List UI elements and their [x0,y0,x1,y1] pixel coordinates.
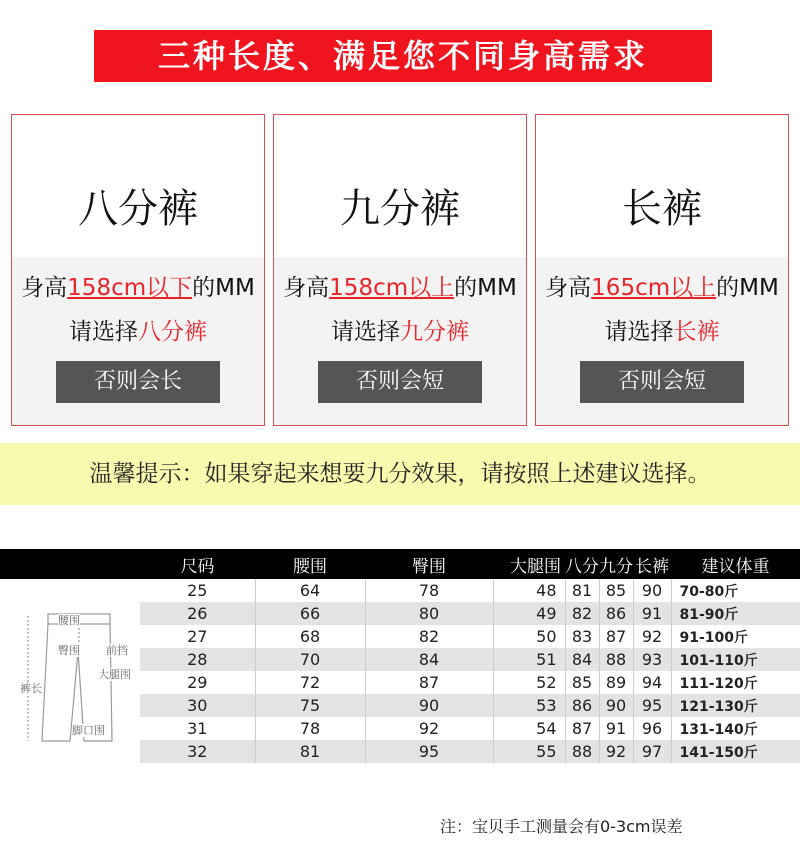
measurement-note: 注：宝贝手工测量会有0-3cm误差 [440,817,683,836]
table-cell-full: 97 [633,740,671,763]
diagram-label-length: 裤长 [20,682,42,695]
table-cell-thigh: 49 [493,602,565,625]
table-cell-ninth: 88 [599,648,633,671]
table-cell-size: 28 [140,648,255,671]
table-cell-ninth: 92 [599,740,633,763]
choose-line [12,313,264,346]
table-cell-size: 27 [140,625,255,648]
diagram-label-hem: 脚口围 [72,724,105,737]
header-hip: 臀围 [365,549,493,579]
warning-badge: 否则会短 [318,361,482,403]
card-info-band [536,257,788,425]
warning-badge: 否则会短 [580,361,744,403]
height-prefix: 身高 [283,275,330,301]
tip-bar [0,443,800,505]
card-title: 长裤 [622,186,702,232]
table-cell-full: 93 [633,648,671,671]
header-full: 长裤 [633,549,671,579]
table-cell-full: 94 [633,671,671,694]
table-cell-size: 26 [140,602,255,625]
diagram-label-waist: 腰围 [58,614,80,627]
header-weight: 建议体重 [671,549,800,579]
table-cell-weight: 91-100斤 [679,629,749,646]
table-cell-size: 29 [140,671,255,694]
table-cell-waist: 75 [255,694,365,717]
table-cell-waist: 64 [255,579,365,602]
card-info-band [274,257,526,425]
table-cell-ninth: 85 [599,579,633,602]
table-cell-size: 25 [140,579,255,602]
table-cell-ninth: 89 [599,671,633,694]
table-cell-full: 90 [633,579,671,602]
table-cell-hip: 90 [365,694,493,717]
table-cell-ninth: 87 [599,625,633,648]
table-cell-eighth: 83 [565,625,599,648]
table-cell-waist: 72 [255,671,365,694]
table-cell-ninth: 86 [599,602,633,625]
table-cell-weight: 141-150斤 [671,740,800,763]
table-cell-weight: 131-140斤 [679,721,758,738]
table-cell-eighth: 86 [565,694,599,717]
height-line [536,269,788,302]
table-cell-eighth: 84 [565,648,599,671]
table-cell-thigh: 50 [493,625,565,648]
header-blank [0,549,140,579]
table-cell-full: 92 [633,625,671,648]
table-cell-weight: 70-80斤 [679,583,739,600]
table-cell-thigh: 53 [493,694,565,717]
choose-line [274,313,526,346]
card-eighth-length [11,114,265,426]
choose-prefix: 请选择 [69,319,138,345]
table-cell-weight: 101-110斤 [671,648,800,671]
table-cell-thigh: 55 [493,740,565,763]
table-cell-waist: 66 [255,602,365,625]
table-cell-hip: 95 [365,740,493,763]
table-cell-waist: 78 [255,717,365,740]
table-cell-size: 30 [140,694,255,717]
height-prefix: 身高 [21,275,68,301]
table-cell-eighth: 88 [565,740,599,763]
header-thigh: 大腿围 [493,549,565,579]
table-cell-blank [0,579,140,602]
table-cell-thigh: 51 [493,648,565,671]
header-size: 尺码 [140,549,255,579]
diagram-label-front-rise: 前挡 [106,644,128,657]
card-full-length [535,114,789,426]
height-value: 158cm以下 [67,275,193,301]
table-cell-size: 32 [140,740,255,763]
table-cell-waist: 70 [255,648,365,671]
table-cell-hip: 82 [365,625,493,648]
pants-diagram [18,606,138,766]
height-suffix: 的MM [454,275,517,301]
height-suffix: 的MM [716,275,779,301]
table-cell-size: 31 [140,717,255,740]
title-banner: 三种长度、满足您不同身高需求 [94,30,712,82]
choose-line [536,313,788,346]
height-prefix: 身高 [545,275,592,301]
table-cell-eighth: 81 [565,579,599,602]
choose-prefix: 请选择 [331,319,400,345]
table-cell-full: 95 [633,694,671,717]
table-cell-hip: 84 [365,648,493,671]
height-value: 158cm以上 [329,275,455,301]
card-info-band [12,257,264,425]
header-eighth: 八分 [565,549,599,579]
table-cell-thigh: 48 [493,579,565,602]
table-cell-thigh: 54 [493,717,565,740]
table-cell-full: 96 [633,717,671,740]
table-cell-eighth: 85 [565,671,599,694]
diagram-label-hip: 臀围 [58,644,80,657]
table-cell-hip: 92 [365,717,493,740]
table-cell-hip: 78 [365,579,493,602]
table-cell-full: 91 [633,602,671,625]
table-cell-thigh: 52 [493,671,565,694]
header-waist: 腰围 [255,549,365,579]
diagram-label-thigh: 大腿围 [98,668,131,681]
table-cell-ninth: 91 [599,717,633,740]
card-ninth-length [273,114,527,426]
card-title: 八分裤 [78,186,198,232]
table-cell-waist: 81 [255,740,365,763]
height-value: 165cm以上 [591,275,717,301]
tip-text: 温馨提示：如果穿起来想要九分效果，请按照上述建议选择。 [89,461,711,487]
height-line [12,269,264,302]
table-row [0,579,800,602]
table-cell-eighth: 87 [565,717,599,740]
choose-value: 长裤 [673,319,720,345]
table-cell-hip: 87 [365,671,493,694]
table-cell-weight: 121-130斤 [671,694,800,717]
choose-prefix: 请选择 [604,319,674,345]
choose-value: 九分裤 [400,319,469,345]
size-table-header [0,549,800,579]
table-cell-eighth: 82 [565,602,599,625]
table-cell-waist: 68 [255,625,365,648]
height-suffix: 的MM [192,275,255,301]
warning-badge: 否则会长 [56,361,220,403]
height-line [274,269,526,302]
card-title: 九分裤 [340,186,460,232]
table-cell-weight: 111-120斤 [679,675,758,692]
table-cell-ninth: 90 [599,694,633,717]
table-cell-hip: 80 [365,602,493,625]
header-ninth: 九分 [599,549,633,579]
table-cell-weight: 81-90斤 [671,602,800,625]
choose-value: 八分裤 [138,319,207,345]
